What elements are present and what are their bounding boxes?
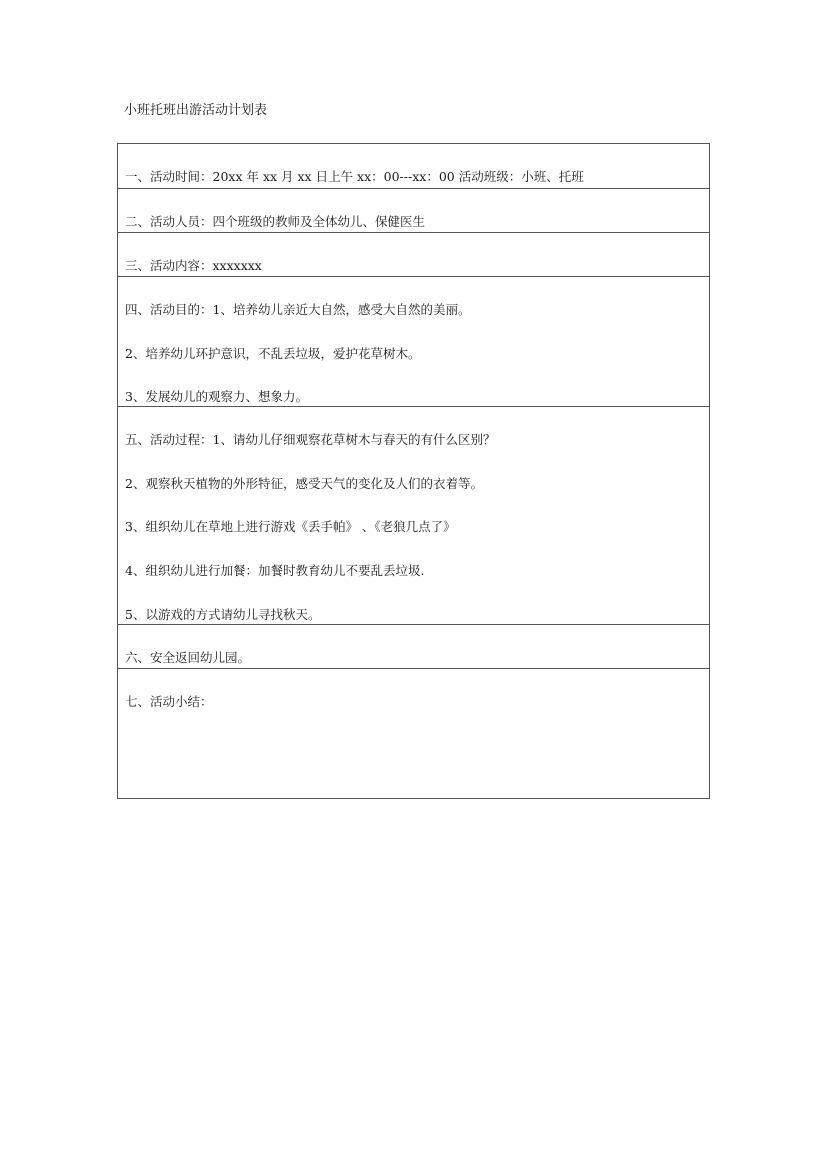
activity-content-text: 三、活动内容：xxxxxxx [125,258,262,273]
activity-summary-row [118,668,709,798]
process-line: 5、以游戏的方式请幼儿寻找秋天。 [125,607,321,622]
page-title: 小班托班出游活动计划表 [124,103,268,118]
activity-return-row [118,624,709,668]
activity-summary-text: 七、活动小结： [125,694,213,709]
plan-table [117,143,710,799]
goal-line: 四、活动目的：1、培养幼儿亲近大自然，感受大自然的美丽。 [125,302,471,317]
process-line: 2、观察秋天植物的外形特征，感受天气的变化及人们的衣着等。 [125,476,483,491]
goal-line: 3、发展幼儿的观察力、想象力。 [125,389,308,404]
goal-line: 2、培养幼儿环护意识，不乱丢垃圾，爱护花草树木。 [125,346,421,361]
activity-time-row [118,144,709,188]
process-line: 3、组织幼儿在草地上进行游戏《丢手帕》 、《老狼几点了》 [125,519,456,534]
activity-return-text: 六、安全返回幼儿园。 [125,650,251,665]
activity-people-row [118,188,709,232]
activity-process-row [118,406,709,624]
process-line: 五、活动过程：1、请幼儿仔细观察花草树木与春天的有什么区别？ [125,432,496,447]
activity-time-text: 一、活动时间：20xx 年 xx 月 xx 日上午 xx：00---xx：00 活动班级：小班、托班 [125,169,584,184]
process-line: 4、组织幼儿进行加餐：加餐时教育幼儿不要乱丢垃圾. [125,563,425,578]
activity-content-row [118,232,709,276]
activity-goals-row [118,276,709,406]
activity-people-text: 二、活动人员：四个班级的教师及全体幼儿、保健医生 [125,214,426,229]
